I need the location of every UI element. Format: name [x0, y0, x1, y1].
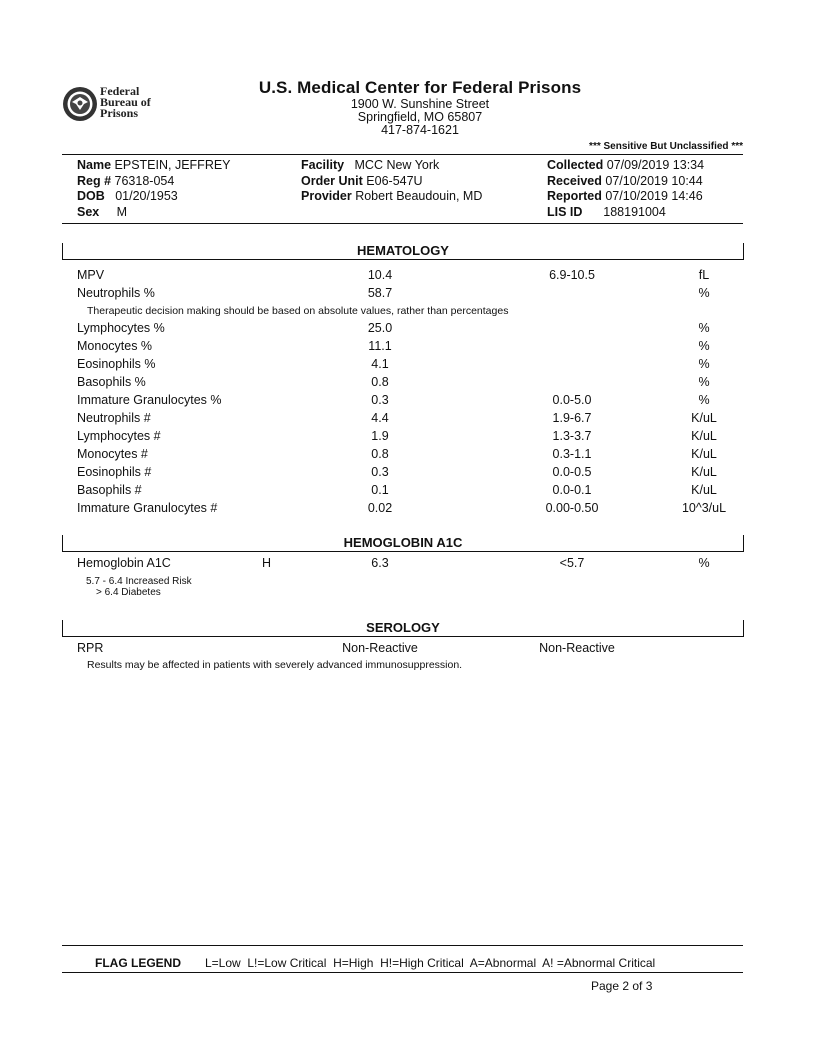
bop-seal-icon	[62, 86, 98, 122]
table-row	[0, 411, 813, 429]
reference-range: Non-Reactive	[539, 641, 615, 655]
units: %	[698, 556, 710, 570]
facility-header	[230, 78, 610, 137]
dob-label: DOB	[77, 189, 105, 203]
collected-date: 07/09/2019 13:34	[606, 158, 705, 172]
result: Non-Reactive	[342, 641, 418, 655]
test-name: Immature Granulocytes %	[77, 393, 222, 407]
reference-range: 0.0-0.1	[552, 483, 592, 497]
order-unit: E06-547U	[366, 173, 423, 188]
reference-range: <5.7	[559, 556, 585, 570]
table-row	[0, 268, 813, 286]
legend-text: L=Low L!=Low Critical H=High H!=High Critical A=Abnormal A! =Abnormal Critical	[205, 956, 656, 970]
units: %	[698, 339, 710, 353]
table-row	[0, 465, 813, 483]
serology-header	[62, 620, 744, 637]
test-name: Eosinophils %	[77, 357, 156, 371]
facility-title: U.S. Medical Center for Federal Prisons	[258, 78, 582, 97]
facility-value: MCC New York	[354, 158, 440, 172]
table-row	[0, 429, 813, 447]
units: K/uL	[691, 465, 717, 479]
info-divider	[62, 223, 743, 224]
result: 0.1	[371, 483, 389, 497]
provider: Robert Beaudouin, MD	[355, 189, 483, 203]
lis-label: LIS ID	[547, 204, 583, 219]
collected-label: Collected	[547, 158, 604, 172]
header-divider	[62, 154, 743, 155]
table-row	[0, 339, 813, 357]
reg-label: Reg #	[77, 173, 112, 188]
reference-range: 0.3-1.1	[552, 447, 592, 461]
agency-line-1: Federal	[100, 84, 140, 98]
address-line-1: 1900 W. Sunshine Street	[350, 97, 490, 111]
patient-info	[77, 158, 231, 220]
result: 10.4	[367, 268, 393, 282]
reference-range: 1.3-3.7	[552, 429, 592, 443]
flag: H	[262, 556, 272, 570]
agency-line-2: Bureau of	[100, 95, 151, 109]
sex-label: Sex	[77, 204, 100, 219]
result: 1.9	[371, 429, 389, 443]
units: K/uL	[691, 429, 717, 443]
test-name: RPR	[77, 641, 104, 655]
units: 10^3/uL	[681, 501, 727, 515]
dob: 01/20/1953	[115, 189, 178, 203]
units: %	[698, 286, 710, 300]
serology-note: Results may be affected in patients with severely advanced immunosuppression.	[87, 659, 463, 671]
test-name: Monocytes %	[77, 339, 153, 353]
table-row	[0, 286, 813, 304]
reference-range: 0.0-0.5	[552, 465, 592, 479]
table-row	[0, 321, 813, 339]
received-label: Received	[547, 173, 602, 188]
result: 4.1	[371, 357, 389, 371]
test-name: MPV	[77, 268, 105, 282]
units: fL	[698, 268, 710, 282]
result: 0.3	[371, 465, 389, 479]
serology-title: SEROLOGY	[366, 620, 440, 635]
a1c-note-line-2: > 6.4 Diabetes	[96, 587, 161, 598]
page-number: Page 2 of 3	[591, 979, 653, 993]
hematology-title: HEMATOLOGY	[357, 243, 449, 258]
test-name: Basophils #	[77, 483, 142, 497]
a1c-title: HEMOGLOBIN A1C	[343, 535, 463, 550]
units: K/uL	[691, 447, 717, 461]
table-row	[0, 447, 813, 465]
reported-date: 07/10/2019 14:46	[605, 189, 703, 203]
hematology-header	[62, 243, 744, 260]
facility-label: Facility	[301, 158, 345, 172]
result: 0.3	[371, 393, 389, 407]
test-name: Neutrophils #	[77, 411, 151, 425]
reported-label: Reported	[547, 189, 602, 203]
units: %	[698, 393, 710, 407]
classification-label: *** Sensitive But Unclassified ***	[589, 141, 743, 152]
a1c-note-line-1: 5.7 - 6.4 Increased Risk	[86, 576, 192, 587]
result: 0.8	[371, 375, 389, 389]
units: %	[698, 321, 710, 335]
result: 0.02	[367, 501, 393, 515]
test-name: Neutrophils %	[77, 286, 155, 300]
order-info	[301, 158, 482, 205]
test-name: Immature Granulocytes #	[77, 501, 218, 515]
flag-legend	[95, 956, 655, 970]
units: %	[698, 357, 710, 371]
a1c-header	[62, 535, 744, 552]
result: 6.3	[371, 556, 389, 570]
received-date: 07/10/2019 10:44	[605, 173, 703, 188]
reference-range: 0.0-5.0	[552, 393, 592, 407]
table-row	[0, 501, 813, 519]
table-row	[0, 375, 813, 393]
hematology-note: Therapeutic decision making should be based on absolute values, rather than percentages	[87, 305, 509, 317]
table-row	[0, 357, 813, 375]
test-name: Lymphocytes #	[77, 429, 161, 443]
result: 4.4	[371, 411, 389, 425]
name-label: Name	[77, 158, 112, 172]
legend-title: FLAG LEGEND	[95, 956, 181, 970]
a1c-note	[86, 576, 192, 598]
reference-range: 6.9-10.5	[549, 268, 595, 282]
result: 25.0	[367, 321, 393, 335]
footer-divider	[62, 945, 743, 946]
result: 11.1	[368, 339, 392, 353]
units: %	[698, 375, 710, 389]
reference-range: 0.00-0.50	[545, 501, 599, 515]
agency-name	[100, 86, 151, 119]
reg-number: 76318-054	[114, 173, 175, 188]
table-row	[0, 556, 813, 574]
table-row	[0, 641, 813, 659]
test-name: Basophils %	[77, 375, 146, 389]
lis-id: 188191004	[603, 204, 666, 219]
result: 0.8	[371, 447, 389, 461]
units: K/uL	[691, 411, 717, 425]
table-row	[0, 483, 813, 501]
result: 58.7	[367, 286, 393, 300]
table-row	[0, 393, 813, 411]
test-name: Hemoglobin A1C	[77, 556, 171, 570]
units: K/uL	[691, 483, 717, 497]
agency-line-3: Prisons	[100, 106, 139, 120]
address-line-2: Springfield, MO 65807	[357, 110, 483, 124]
date-info	[547, 158, 704, 220]
phone: 417-874-1621	[381, 123, 459, 137]
reference-range: 1.9-6.7	[552, 411, 592, 425]
test-name: Eosinophils #	[77, 465, 152, 479]
test-name: Lymphocytes %	[77, 321, 165, 335]
patient-name: EPSTEIN, JEFFREY	[114, 158, 231, 172]
order-unit-label: Order Unit	[301, 173, 363, 188]
sex: M	[116, 204, 128, 219]
provider-label: Provider	[301, 189, 352, 203]
legend-divider	[62, 972, 743, 973]
test-name: Monocytes #	[77, 447, 148, 461]
